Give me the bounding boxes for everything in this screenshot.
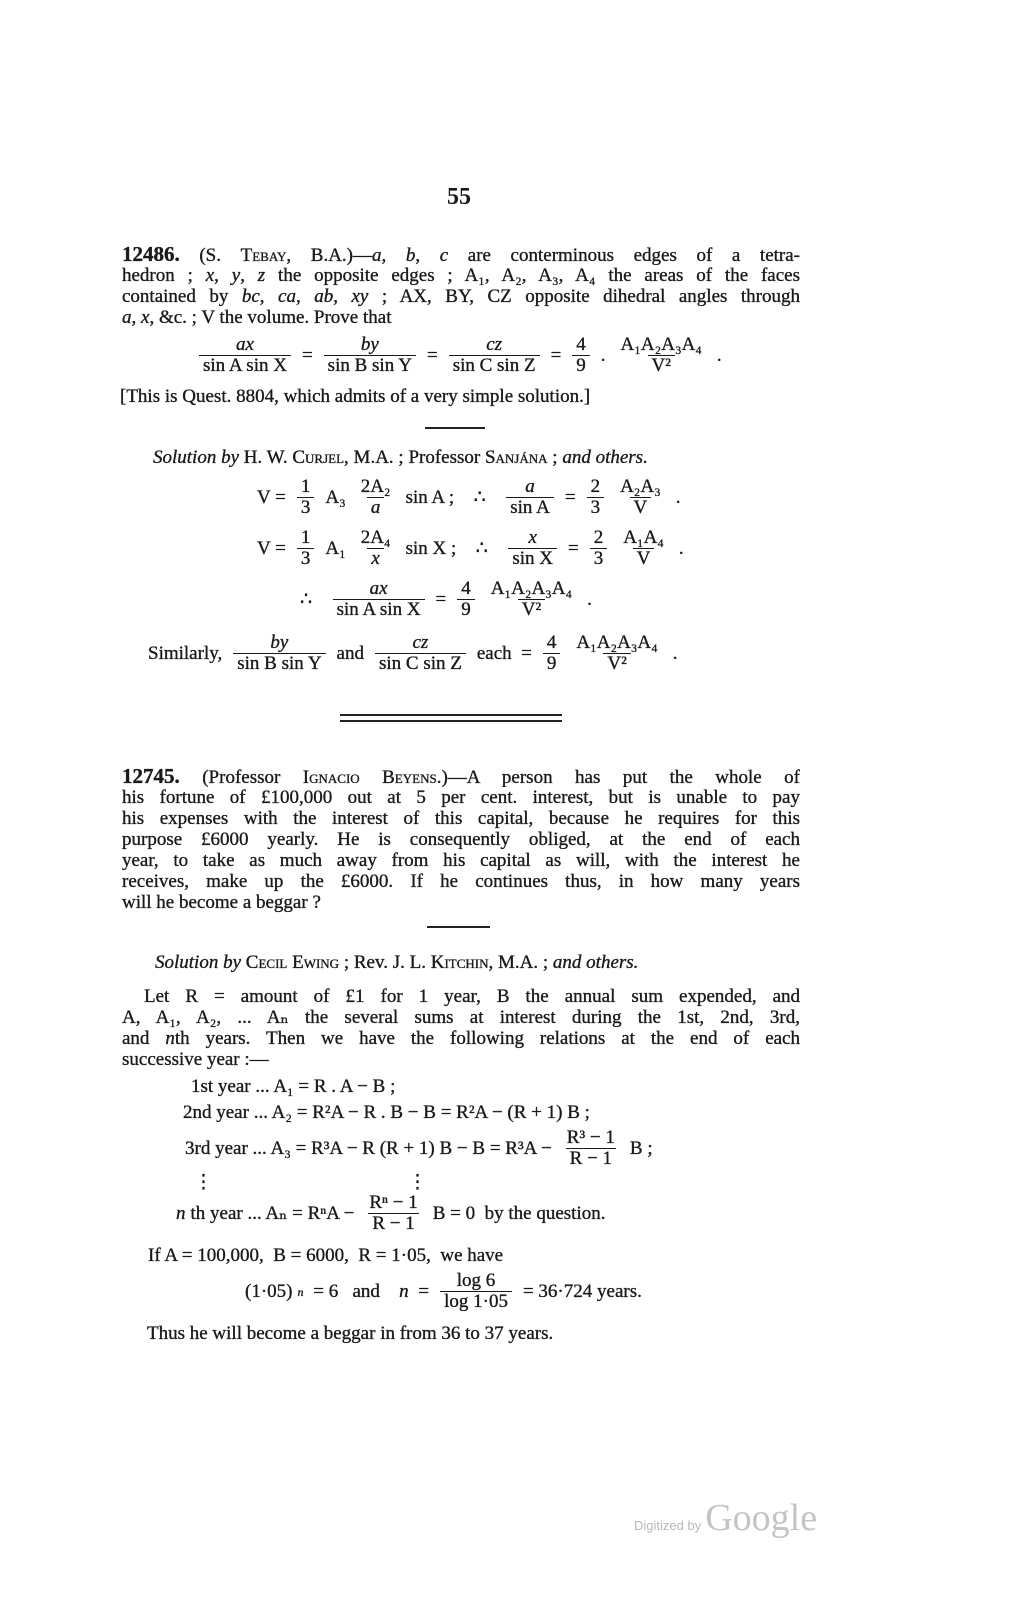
- numerator: 1: [300, 527, 311, 548]
- text-run: ,: [131, 307, 141, 328]
- text-line: [122, 307, 800, 328]
- text-line: [122, 787, 800, 808]
- numerator: A₂A₃: [620, 476, 661, 497]
- italic-text: a: [122, 307, 132, 328]
- fraction: [617, 335, 706, 376]
- formula: [252, 477, 686, 518]
- author-name: Kitchin: [430, 952, 489, 973]
- fraction: [297, 477, 315, 518]
- text-run: the opposite edges ; A₁, A₂, A₃, A₄ the areas of the faces: [265, 265, 800, 286]
- denominator: R − 1: [566, 1148, 616, 1169]
- numerator: ax: [369, 578, 388, 599]
- italic-text: x: [141, 307, 150, 328]
- text-run: th years. Then we have the following relations at the end of each: [174, 1028, 800, 1049]
- text-run: (Professor: [179, 767, 303, 787]
- fraction: [324, 335, 416, 376]
- numerator: R³ − 1: [566, 1127, 615, 1148]
- fraction: [619, 528, 668, 569]
- text-run: V =: [257, 537, 286, 559]
- fraction: [357, 528, 395, 569]
- numerator: A₁A₂A₃A₄: [490, 578, 573, 599]
- text-run: A₁: [325, 537, 346, 559]
- formula: [176, 1193, 611, 1234]
- page-number: 55: [447, 184, 471, 210]
- denominator: sin C sin Z: [375, 653, 466, 674]
- text-run: .: [600, 344, 606, 366]
- numerator: Rⁿ − 1: [369, 1192, 418, 1213]
- text-run: his fortune of £100,000 out at 5 per cent. interest, but is unable to pay: [122, 787, 800, 808]
- text-run: If A = 100,000, B = 6000, R = 1·05, we have: [148, 1245, 504, 1266]
- numerator: A₁A₂A₃A₄: [576, 632, 658, 653]
- denominator: V²: [518, 599, 545, 620]
- text-run: ∴: [464, 487, 496, 508]
- text-run: Let R = amount of £1 for 1 year, B the annual sum expended, and: [144, 986, 800, 1007]
- denominator: 3: [297, 497, 315, 518]
- text-run: H. W.: [239, 447, 293, 468]
- text-run: =: [435, 588, 447, 610]
- fraction: [233, 633, 325, 674]
- italic-text: y: [231, 265, 241, 286]
- solution-text: [122, 986, 800, 1070]
- watermark-prefix: Digitized by: [634, 1518, 702, 1533]
- question-number: 12486.: [122, 244, 180, 265]
- fraction: [357, 477, 395, 518]
- text-run: Thus he will become a beggar in from 36 to 37 years.: [147, 1323, 554, 1344]
- numerator: cz: [412, 632, 429, 653]
- text-line: [122, 766, 800, 787]
- numerator: A₁A₂A₃A₄: [620, 334, 702, 355]
- denominator: sin B sin Y: [233, 653, 325, 674]
- numerator: 2A₂: [360, 476, 391, 497]
- text-run: , M.A. ; Professor: [344, 447, 485, 468]
- fraction: [572, 633, 661, 674]
- fraction: [563, 1128, 619, 1169]
- italic-text: a: [372, 245, 382, 265]
- denominator: 3: [590, 548, 608, 569]
- fraction: [487, 579, 576, 620]
- italic-text: bc: [241, 286, 260, 307]
- formula: [143, 1245, 508, 1267]
- numerator: cz: [486, 334, 503, 355]
- text-run: .)—A person has put the whole of: [436, 767, 800, 787]
- fraction: [199, 335, 291, 376]
- text-run: and: [122, 1028, 166, 1049]
- text-run: 2nd year ... A₂ = R²A − R . B − B = R²A − (R + 1) B ;: [183, 1102, 590, 1123]
- fraction: [590, 528, 608, 569]
- fraction: [440, 1271, 512, 1312]
- text-line: [122, 892, 800, 913]
- formula: (1·05) n = 6 and n = $\frac{\log 6}{\log 1\cdot 05}$ = 36·724 years.: [245, 1270, 642, 1312]
- italic-text: xy: [351, 286, 369, 307]
- double-divider-bottom: [340, 720, 562, 722]
- denominator: sin A sin X: [199, 355, 291, 376]
- text-run: 3rd year ... A₃ = R³A − R (R + 1) B − B = R³A −: [185, 1137, 552, 1159]
- denominator: V: [633, 548, 655, 569]
- text-line: [122, 986, 800, 1007]
- fraction: [375, 633, 466, 674]
- solution-header: [153, 447, 648, 468]
- text-run: = 6 and: [308, 1280, 395, 1302]
- numerator: a: [525, 476, 535, 497]
- italic-text: z: [257, 265, 266, 286]
- question-12486: [122, 244, 800, 328]
- denominator: sin C sin Z: [449, 355, 540, 376]
- numerator: log 6: [456, 1270, 496, 1291]
- denominator: 9: [572, 355, 590, 376]
- text-run: , M.A. ;: [488, 952, 553, 973]
- text-run: =: [301, 344, 313, 366]
- fraction: [506, 477, 554, 518]
- conclusion: [142, 1323, 558, 1345]
- text-run: =: [413, 1280, 430, 1302]
- text-run: , &c. ; V the volume. Prove that: [149, 307, 392, 328]
- italic-text: Solution by: [153, 447, 240, 468]
- fraction: [508, 528, 557, 569]
- fraction: [572, 335, 590, 376]
- fraction: [587, 477, 605, 518]
- author-name: Sanjána: [484, 447, 548, 468]
- text-line: [122, 808, 800, 829]
- formula: [178, 1102, 595, 1124]
- google-watermark: [634, 1496, 817, 1540]
- numerator: by: [270, 632, 289, 653]
- formula: [143, 633, 683, 674]
- fraction: [616, 477, 665, 518]
- text-run: B = 0 by the question.: [432, 1202, 606, 1224]
- question-12745: [122, 766, 800, 913]
- text-run: each =: [476, 642, 532, 664]
- denominator: R − 1: [368, 1213, 418, 1234]
- text-run: his expenses with the interest of this capital, because he requires for this: [122, 808, 800, 829]
- text-run: A₃: [325, 486, 346, 508]
- text-run: (1·05): [245, 1280, 293, 1302]
- fraction: [543, 633, 561, 674]
- denominator: log 1·05: [440, 1291, 512, 1312]
- numerator: by: [360, 334, 379, 355]
- vertical-dots: ⋮: [408, 1172, 427, 1193]
- text-run: .: [678, 537, 684, 559]
- text-run: =: [568, 537, 579, 559]
- italic-text: n: [176, 1202, 186, 1224]
- author-name: Curjel: [292, 447, 345, 468]
- italic-text: ca: [278, 286, 296, 307]
- italic-text: ab: [314, 286, 334, 307]
- google-logo: Google: [705, 1497, 818, 1539]
- divider: [427, 926, 490, 928]
- text-line: [122, 829, 800, 850]
- denominator: sin B sin Y: [324, 355, 416, 376]
- text-run: (S.: [179, 245, 241, 265]
- text-line: [122, 1028, 800, 1049]
- italic-text: n: [399, 1280, 409, 1302]
- fraction: [449, 335, 540, 376]
- numerator: x: [528, 527, 537, 548]
- text-run: =: [550, 344, 562, 366]
- text-run: th year ... Aₙ = RⁿA −: [190, 1203, 355, 1224]
- text-run: ∴: [300, 589, 322, 610]
- fraction: [457, 579, 475, 620]
- text-run: ,: [381, 245, 406, 265]
- text-run: sin X ;: [405, 537, 457, 559]
- question-number: 12745.: [122, 766, 180, 787]
- text-run: ,: [240, 265, 258, 286]
- text-run: hedron ;: [122, 265, 206, 286]
- italic-text: Solution by: [155, 952, 242, 973]
- numerator: 1: [300, 476, 311, 497]
- numerator: 4: [576, 334, 586, 355]
- formula: [186, 1076, 400, 1098]
- vertical-dots: ⋮: [194, 1172, 213, 1193]
- denominator: a: [367, 497, 385, 518]
- numerator: A₁A₄: [623, 527, 664, 548]
- text-run: ; AX, BY, CZ opposite dihedral angles through: [368, 286, 800, 307]
- text-run: , B.A.)—: [286, 245, 372, 265]
- text-run: .: [675, 486, 681, 508]
- text-run: year, to take as much away from his capital as will, with the interest he: [122, 850, 800, 871]
- denominator: V²: [648, 355, 675, 376]
- numerator: 4: [461, 578, 471, 599]
- denominator: V: [630, 497, 652, 518]
- denominator: sin A sin X: [333, 599, 425, 620]
- text-run: 1st year ... A₁ = R . A − B ;: [191, 1076, 396, 1097]
- fraction: [365, 1193, 421, 1234]
- italic-text: x: [205, 265, 215, 286]
- text-run: ∴: [466, 538, 498, 559]
- denominator: sin X: [508, 548, 557, 569]
- text-run: =: [564, 486, 576, 508]
- text-run: purpose £6000 yearly. He is consequently obliged, at the end of each: [122, 829, 800, 850]
- numerator: 2: [593, 527, 604, 548]
- text-run: B ;: [629, 1137, 653, 1159]
- fraction: [333, 579, 425, 620]
- text-line: [122, 1049, 800, 1070]
- text-run: ,: [214, 265, 232, 286]
- divider: [425, 427, 485, 429]
- italic-text: and others.: [552, 952, 639, 973]
- denominator: 9: [543, 653, 561, 674]
- text-run: ,: [259, 286, 279, 307]
- text-line: [122, 244, 800, 265]
- formula: [252, 528, 689, 569]
- author-name: Ignacio Beyens: [302, 767, 437, 787]
- text-run: =: [426, 344, 438, 366]
- formula: [180, 1128, 658, 1169]
- numerator: 4: [546, 632, 557, 653]
- fraction: [297, 528, 315, 569]
- text-run: ,: [333, 286, 352, 307]
- text-line: [122, 1007, 800, 1028]
- text-run: ;: [547, 447, 563, 468]
- formula: [193, 335, 727, 376]
- text-line: [122, 850, 800, 871]
- text-run: V =: [257, 486, 286, 508]
- author-name: Tebay: [240, 245, 287, 265]
- denominator: 3: [587, 497, 605, 518]
- italic-text: n: [165, 1028, 175, 1049]
- question-note: [This is Quest. 8804, which admits of a very simple solution.]: [120, 386, 591, 407]
- text-line: [122, 871, 800, 892]
- author-name: Cecil Ewing: [245, 952, 340, 973]
- denominator: sin A: [506, 497, 554, 518]
- denominator: 3: [297, 548, 315, 569]
- text-run: will he become a beggar ?: [122, 892, 321, 913]
- text-run: A, A₁, A₂, ... Aₙ the several sums at interest during the 1st, 2nd, 3rd,: [122, 1007, 800, 1028]
- text-run: .: [716, 344, 722, 366]
- denominator: 9: [457, 599, 475, 620]
- text-run: successive year :—: [122, 1049, 269, 1070]
- text-run: ; Rev. J. L.: [339, 952, 431, 973]
- italic-text: c: [439, 245, 449, 265]
- double-divider-top: [340, 714, 562, 716]
- text-run: are conterminous edges of a tetra-: [448, 245, 800, 265]
- text-run: receives, make up the £6000. If he continues thus, in how many years: [122, 871, 800, 892]
- text-line: [122, 286, 800, 307]
- formula: [295, 579, 597, 620]
- denominator: x: [367, 548, 383, 569]
- numerator: 2A₄: [360, 527, 391, 548]
- text-run: ,: [415, 245, 440, 265]
- text-run: Similarly,: [148, 642, 223, 664]
- text-line: [122, 265, 800, 286]
- italic-text: and others.: [562, 447, 648, 468]
- numerator: 2: [590, 476, 601, 497]
- text-run: contained by: [122, 286, 242, 307]
- numerator: ax: [236, 334, 254, 355]
- italic-text: b: [405, 245, 416, 265]
- text-run: and: [336, 642, 364, 664]
- text-run: = 36·724 years.: [522, 1280, 642, 1302]
- text-run: ,: [295, 286, 315, 307]
- solution-header: [155, 952, 638, 973]
- denominator: V²: [603, 653, 630, 674]
- text-run: .: [672, 642, 678, 664]
- text-run: sin A ;: [405, 486, 455, 508]
- text-run: .: [587, 588, 592, 610]
